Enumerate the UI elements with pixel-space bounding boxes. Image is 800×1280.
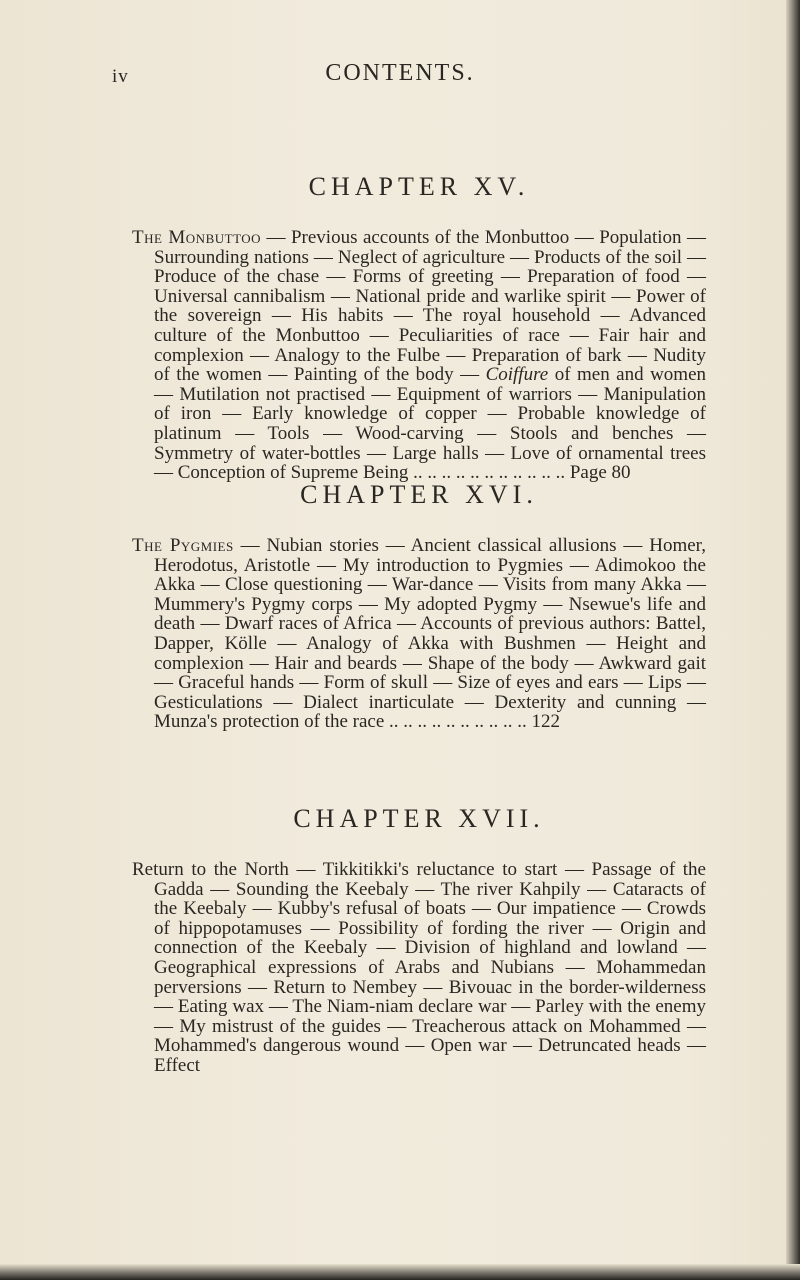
chapter-lead: The Monbuttoo [132, 227, 262, 248]
chapter-xv [132, 172, 706, 483]
page-reference: Page 80 [569, 462, 631, 484]
running-title: CONTENTS. [325, 60, 475, 86]
summary-text: — Previous accounts of the Monbuttoo — Population — Surrounding nations — Neglect of agriculture — Products of the soil — Produce of the chase — Forms of greeting — Preparation of food — Universal cannibalism — National pride and warlike spirit — Power of the sovereign — His habits — The royal household — Advanced culture of the Monbuttoo — Peculiarities of race — Fair hair and complexion — Analogy to the Fulbe — Preparation of bark — Nudity of the women — Painting of the body — [154, 227, 706, 386]
page-folio: iv [112, 66, 129, 87]
chapter-heading: CHAPTER XVII. [293, 804, 545, 833]
page-reference: 122 [531, 711, 561, 733]
chapter-summary [132, 860, 706, 1076]
summary-italic: Coiffure [485, 364, 549, 386]
summary-text: — Nubian stories — Ancient classical allusions — Homer, Herodotus, Aristotle — My introduction to Pygmies — Adimokoo the Akka — Close questioning — War-dance — Visits from many Akka — Mummery's Pygmy corps — My adopted Pygmy — Nsewue's life and death — Dwarf races of Africa — Accounts of previous authors: Battel, Dapper, Kölle — Analogy of Akka with Bushmen — Height and complexion — Hair and beards — Shape of the body — Awkward gait — Graceful hands — Form of skull — Size of eyes and ears — Lips — Gesticulations — Dialect inarticulate — Dexterity and cunning — Munza's protection of the race .. .. .. .. .. .. .. .. .. .. [154, 535, 706, 733]
summary-text: Return to the North — Tikkitikki's reluctance to start — Passage of the Gadda — Sounding the Keebaly — The river Kahpily — Cataracts of the Keebaly — Kubby's refusal of boats — Our impatience — Crowds of hippopotamuses — Possibility of fording the river — Origin and connection of the Keebaly — Division of highland and lowland — Geographical expressions of Arabs and Nubians — Mohammedan perversions — Return to Nembey — Bivouac in the border-wilderness — Eating wax — The Niam-niam declare war — Parley with the enemy — My mistrust of the guides — Treacherous attack on Mohammed — Mohammed's dangerous wound — Open war — Detruncated heads — Effect [132, 859, 706, 1076]
chapter-heading: CHAPTER XVI. [300, 480, 538, 509]
running-head [0, 60, 800, 90]
summary-text-after: of men and women — Mutilation not practised — Equipment of warriors — Manipulation of iron — Early knowledge of copper — Probable knowledge of platinum — Tools — Wood-carving — Stools and benches — Symmetry of water-bottles — Large halls — Love of ornamental trees — Conception of Supreme Being .. .. .. .. .. .. .. .. .. .. .. [154, 364, 706, 484]
chapter-xvii [132, 804, 706, 1076]
chapter-summary [132, 228, 706, 483]
chapter-heading: CHAPTER XV. [308, 172, 530, 201]
chapter-xvi [132, 480, 706, 732]
chapter-summary [132, 536, 706, 732]
page-edge-shadow [786, 0, 800, 1280]
page-bottom-edge [0, 1264, 800, 1280]
chapter-lead: The Pygmies [132, 535, 234, 556]
